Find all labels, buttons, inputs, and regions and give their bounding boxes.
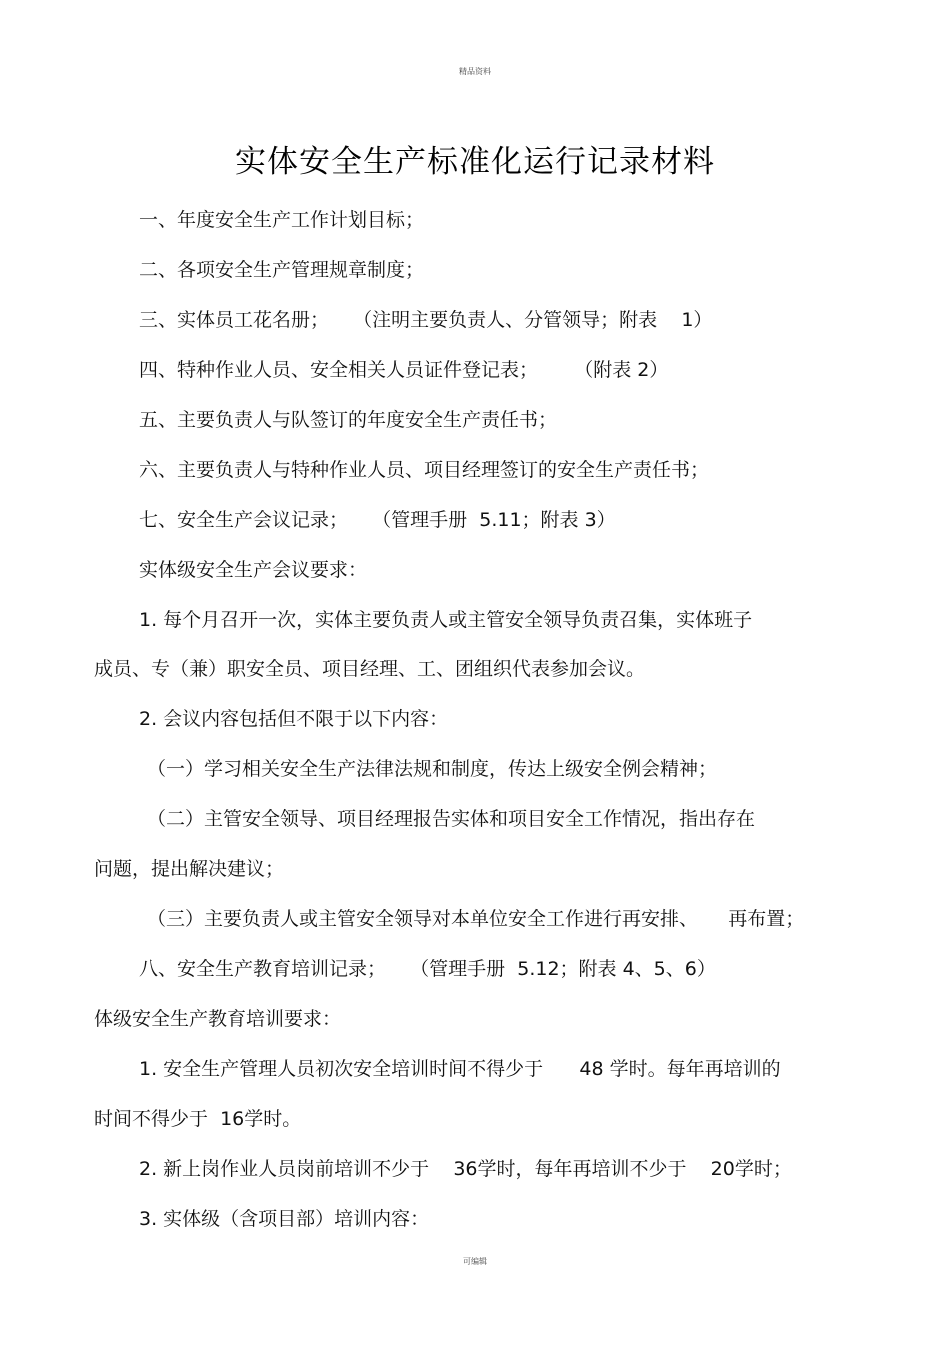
meeting-content-2: （二）主管安全领导、项目经理报告实体和项目安全工作情况，指出存在 <box>147 808 756 830</box>
meeting-content-1: （一）学习相关安全生产法律法规和制度，传达上级安全例会精神； <box>147 758 718 780</box>
meeting-requirement-1: 1. 每个月召开一次，实体主要负责人或主管安全领导负责召集，实体班子 <box>139 609 753 631</box>
list-item-4: 四、特种作业人员、安全相关人员证件登记表； （附表 2） <box>139 359 669 381</box>
meeting-content-2-cont: 问题，提出解决建议； <box>94 858 285 880</box>
meeting-requirement-1-cont: 成员、专（兼）职安全员、项目经理、工、团组织代表参加会议。 <box>94 658 646 680</box>
training-requirements-heading: 体级安全生产教育培训要求： <box>94 1008 342 1030</box>
header-note: 精品资料 <box>459 67 491 76</box>
training-requirement-3: 3. 实体级（含项目部）培训内容： <box>139 1208 430 1230</box>
training-requirement-1: 1. 安全生产管理人员初次安全培训时间不得少于 48 学时。每年再培训的 <box>139 1058 781 1080</box>
footer-note: 可编辑 <box>463 1257 487 1266</box>
training-requirement-2: 2. 新上岗作业人员岗前培训不少于 36学时，每年再培训不少于 20学时； <box>139 1158 792 1180</box>
list-item-3: 三、实体员工花名册； （注明主要负责人、分管领导；附表 1） <box>139 309 713 331</box>
meeting-requirement-2: 2. 会议内容包括但不限于以下内容： <box>139 708 449 730</box>
meeting-content-3: （三）主要负责人或主管安全领导对本单位安全工作进行再安排、 再布置； <box>147 908 805 930</box>
list-item-6: 六、主要负责人与特种作业人员、项目经理签订的安全生产责任书； <box>139 459 710 481</box>
meeting-requirements-heading: 实体级安全生产会议要求： <box>139 559 368 581</box>
list-item-8: 八、安全生产教育培训记录； （管理手册 5.12；附表 4、5、6） <box>139 958 716 980</box>
list-item-1: 一、年度安全生产工作计划目标； <box>139 209 425 231</box>
document-title: 实体安全生产标准化运行记录材料 <box>235 144 715 180</box>
list-item-7: 七、安全生产会议记录； （管理手册 5.11；附表 3） <box>139 509 616 531</box>
training-requirement-1-cont: 时间不得少于 16学时。 <box>94 1108 302 1130</box>
list-item-5: 五、主要负责人与队签订的年度安全生产责任书； <box>139 409 558 431</box>
list-item-2: 二、各项安全生产管理规章制度； <box>139 259 425 281</box>
